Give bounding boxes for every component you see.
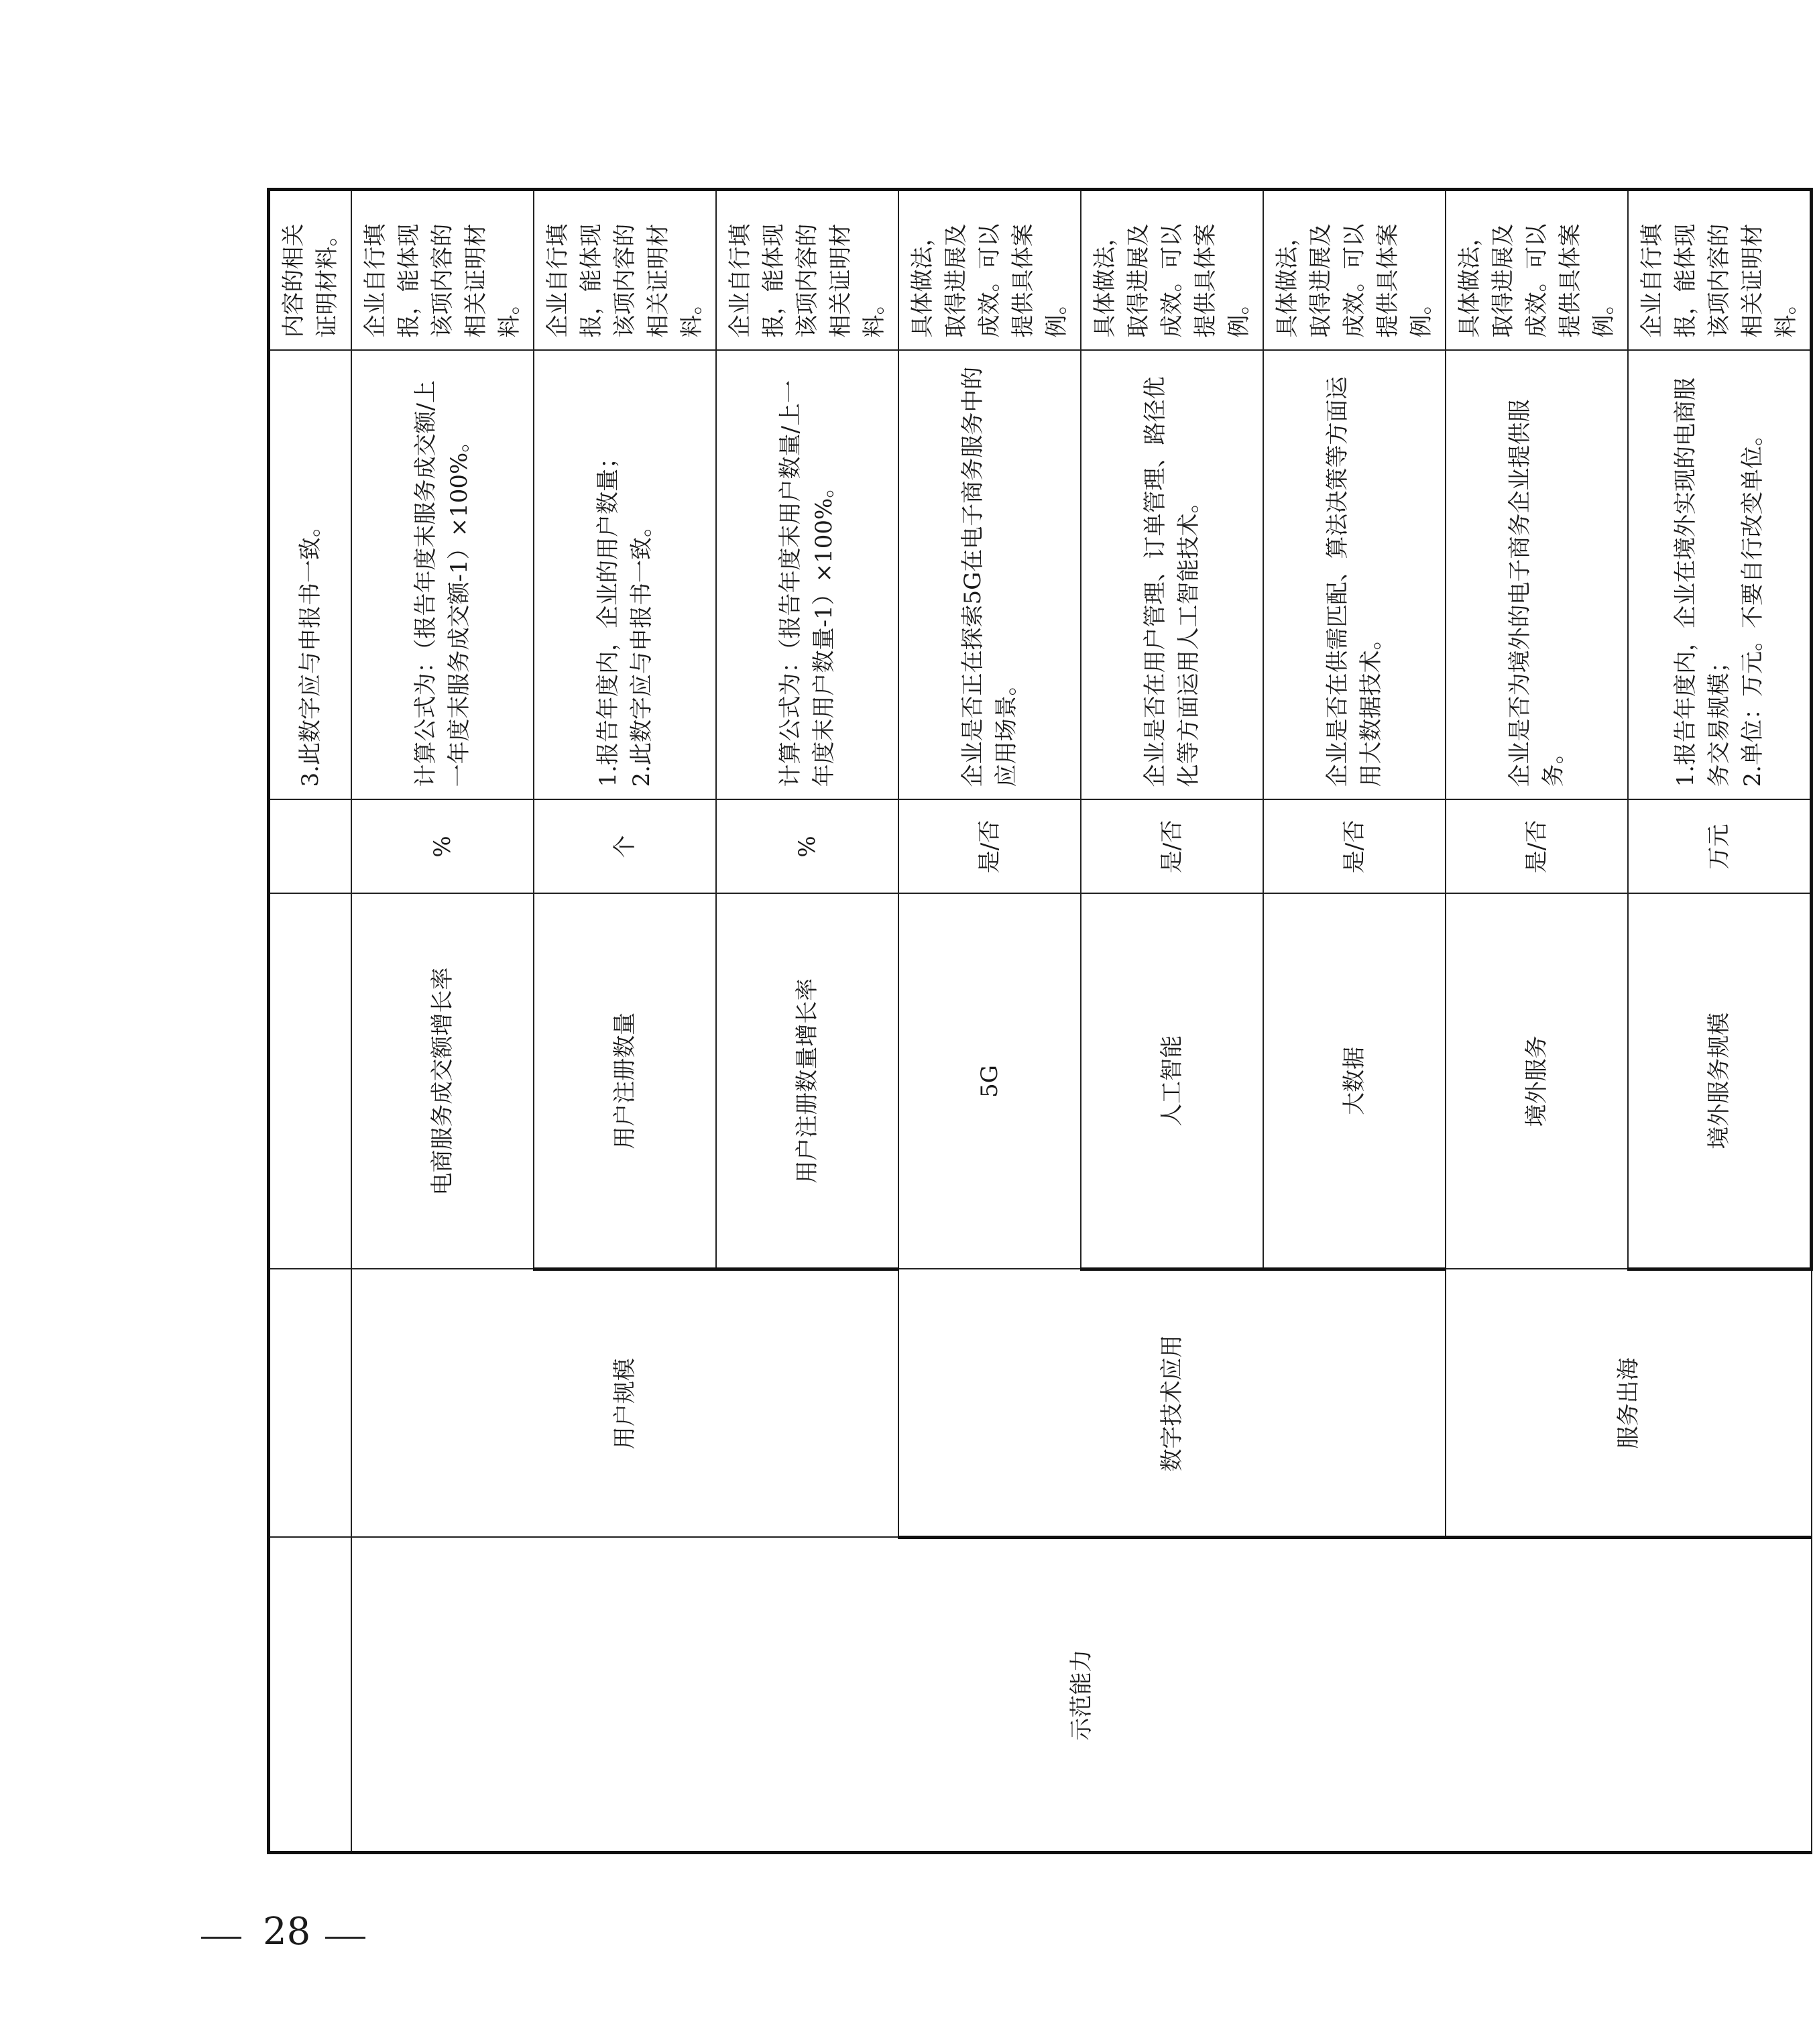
explanation-line: 企业是否在用户管理、订单管理、路径优化等方面运用人工智能技术。 <box>1142 376 1202 787</box>
explanation-cell <box>1628 351 1812 800</box>
remark-text: 具体做法，取得进展及成效。可以提供具体案例。 <box>1274 223 1435 338</box>
indicator-cell <box>716 894 898 1269</box>
group-cell <box>351 1269 898 1538</box>
explanation-cell <box>716 351 898 800</box>
indicator-label: 境外服务 <box>1523 1035 1550 1127</box>
unit-cell <box>716 800 898 894</box>
group-label: 服务出海 <box>1615 1357 1642 1449</box>
explanation-line: 企业是否在供需匹配、算法决策等方面运用大数据技术。 <box>1324 376 1385 787</box>
remark-text: 企业自行填报，能体现该项内容的相关证明材料。 <box>544 223 705 338</box>
explanation-cell <box>351 351 534 800</box>
section-cell <box>351 1538 1812 1853</box>
unit-cell <box>1263 800 1446 894</box>
unit-label: 是/否 <box>1523 819 1550 874</box>
explanation-cell <box>1446 351 1628 800</box>
continuation-row <box>269 190 352 1853</box>
indicator-label: 大数据 <box>1341 1046 1368 1115</box>
unit-label: 是/否 <box>1341 819 1368 874</box>
explanation-text: 3.此数字应与申报书一致。 <box>297 514 324 787</box>
remark-text: 企业自行填报，能体现该项内容的相关证明材料。 <box>727 223 888 338</box>
indicator-cell <box>898 894 1081 1269</box>
indicator-label: 人工智能 <box>1159 1035 1185 1127</box>
unit-cell <box>898 800 1081 894</box>
group-label: 数字技术应用 <box>1159 1335 1185 1472</box>
page-number: 28 <box>263 1910 311 1953</box>
unit-cell <box>351 800 534 894</box>
explanation-cell <box>1081 351 1263 800</box>
remark-cell <box>534 190 716 351</box>
explanation-line: 计算公式为：（报告年度末服务成交额/上一年度末服务成交额-1）×100%。 <box>412 380 473 787</box>
explanation-line: 2.此数字应与申报书一致。 <box>628 514 655 787</box>
remark-text: 具体做法，取得进展及成效。可以提供具体案例。 <box>909 223 1070 338</box>
empty-cell <box>269 1269 352 1538</box>
explanation-cell <box>898 351 1081 800</box>
remark-text: 具体做法，取得进展及成效。可以提供具体案例。 <box>1092 223 1252 338</box>
empty-cell <box>269 894 352 1269</box>
indicator-table <box>267 188 1813 1854</box>
unit-label: % <box>429 836 456 858</box>
remark-cell <box>898 190 1081 351</box>
unit-cell <box>1081 800 1263 894</box>
explanation-cell <box>534 351 716 800</box>
remark-cell <box>1263 190 1446 351</box>
indicator-cell <box>1446 894 1628 1269</box>
group-cell <box>898 1269 1446 1538</box>
unit-label: 是/否 <box>1159 819 1185 874</box>
empty-cell <box>269 800 352 894</box>
explanation-line: 计算公式为：（报告年度末用户数量/上一年度末用户数量-1）×100%。 <box>777 380 837 787</box>
remark-text: 内容的相关证明材料。 <box>280 223 341 338</box>
explanation-cell <box>1263 351 1446 800</box>
explanation-line: 1.报告年度内，企业的用户数量； <box>595 446 622 787</box>
indicator-cell <box>1263 894 1446 1269</box>
explanation-line: 2.单位：万元。不要自行改变单位。 <box>1739 423 1766 787</box>
explanation-line: 企业是否为境外的电子商务企业提供服务。 <box>1507 399 1567 787</box>
remark-cell <box>1446 190 1628 351</box>
indicator-cell <box>351 894 534 1269</box>
unit-cell <box>1628 800 1812 894</box>
remark-cell <box>351 190 534 351</box>
indicator-cell <box>1081 894 1263 1269</box>
section-label: 示范能力 <box>1067 1649 1095 1741</box>
remark-cell <box>269 190 352 351</box>
indicator-label: 用户注册数量增长率 <box>794 978 821 1184</box>
indicator-label: 境外服务规模 <box>1706 1012 1733 1149</box>
page-number-dash-right <box>325 1937 365 1939</box>
indicator-label: 电商服务成交额增长率 <box>429 967 456 1196</box>
remark-text: 企业自行填报，能体现该项内容的相关证明材料。 <box>1639 223 1800 338</box>
empty-cell <box>269 1538 352 1853</box>
indicator-label: 5G <box>976 1065 1003 1098</box>
remark-text: 企业自行填报，能体现该项内容的相关证明材料。 <box>362 223 523 338</box>
unit-label: 是/否 <box>976 819 1003 874</box>
unit-label: 个 <box>611 835 638 858</box>
explanation-cell <box>269 351 352 800</box>
explanation-line: 1.报告年度内，企业在境外实现的电商服务交易规模； <box>1672 378 1733 787</box>
remark-cell <box>1081 190 1263 351</box>
unit-label: 万元 <box>1706 824 1733 870</box>
unit-label: % <box>794 836 821 858</box>
unit-cell <box>534 800 716 894</box>
remark-cell <box>716 190 898 351</box>
page-number-dash-left <box>201 1937 241 1939</box>
indicator-cell <box>1628 894 1812 1269</box>
remark-cell <box>1628 190 1812 351</box>
remark-text: 具体做法，取得进展及成效。可以提供具体案例。 <box>1456 223 1617 338</box>
explanation-line: 企业是否正在探索5G在电子商务服务中的应用场景。 <box>959 366 1020 787</box>
group-cell <box>1446 1269 1812 1538</box>
indicator-cell <box>534 894 716 1269</box>
unit-cell <box>1446 800 1628 894</box>
group-label: 用户规模 <box>611 1358 638 1450</box>
indicator-label: 用户注册数量 <box>611 1012 638 1149</box>
table-row <box>351 190 534 1853</box>
rotated-table-page <box>267 191 1800 1854</box>
